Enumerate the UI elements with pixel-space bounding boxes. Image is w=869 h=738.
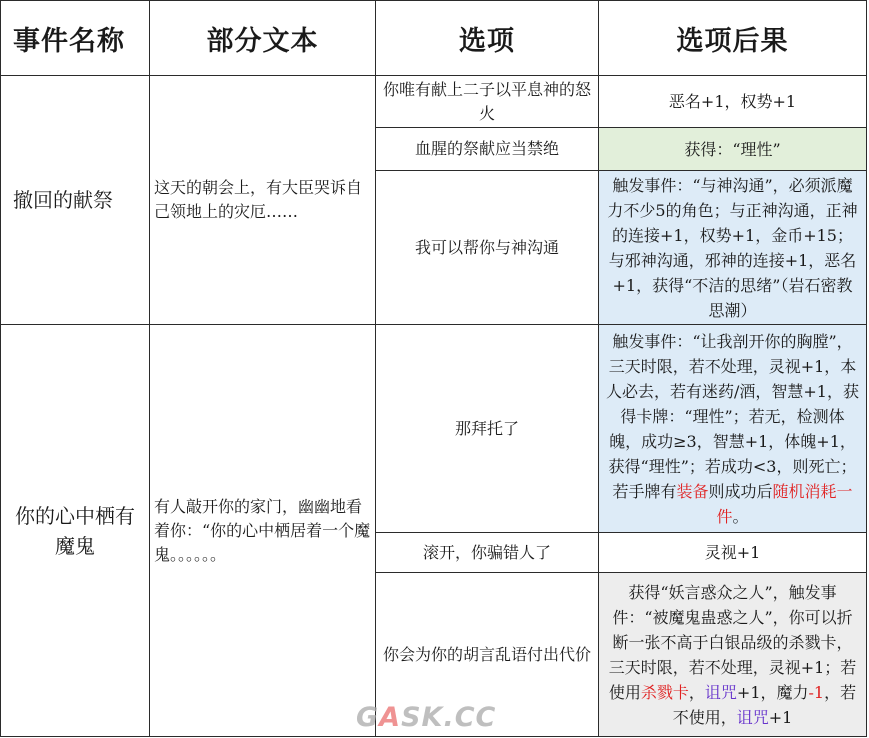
option-cell: 你唯有献上二子以平息神的怒火 [376, 76, 599, 128]
result-text: 。 [732, 506, 749, 526]
curse-text: 诅咒 [704, 682, 737, 702]
header-option: 选项 [376, 1, 599, 76]
result-cell: 恶名+1，权势+1 [599, 76, 867, 128]
result-text: +1，魔力 [736, 682, 809, 702]
highlight-text: 杀戮卡 [640, 682, 689, 702]
table-row [1, 325, 867, 533]
curse-text: 诅咒 [736, 707, 769, 727]
event-name: 你的心中栖有魔鬼 [1, 325, 150, 737]
result-cell: 灵视+1 [599, 533, 867, 573]
header-result: 选项后果 [599, 1, 867, 76]
option-cell: 那拜托了 [376, 325, 599, 533]
option-cell: 滚开，你骗错人了 [376, 533, 599, 573]
result-cell [599, 573, 867, 737]
result-cell: 获得：“理性” [599, 128, 867, 171]
result-text: ， [688, 682, 705, 702]
event-text: 这天的朝会上，有大臣哭诉自己领地上的灾厄…… [150, 76, 376, 325]
header-event-name: 事件名称 [1, 1, 150, 76]
option-cell: 你会为你的胡言乱语付出代价 [376, 573, 599, 737]
result-text: ，若不使用， [672, 682, 857, 727]
highlight-text: -1 [808, 682, 825, 702]
option-cell: 血腥的祭献应当禁绝 [376, 128, 599, 171]
result-text: 触发事件：“让我剖开你的胸膛”，三天时限，若不处理，灵视+1，本人必去，若有迷药/酒，智慧+1，获得卡牌：“理性”；若无，检测体魄，成功≥3，智慧+1，体魄+1，获得“理性”；若成功<3，则死亡；若手牌有 [606, 331, 859, 501]
header-partial-text: 部分文本 [150, 1, 376, 76]
event-name: 撤回的献祭 [1, 76, 150, 325]
highlight-text: 装备 [676, 481, 709, 501]
watermark-logo: GASK.CC [356, 702, 497, 733]
result-text: 获得“妖言惑众之人”，触发事件：“被魔鬼蛊惑之人”，你可以折断一张不高于白银品级的杀戮卡，三天时限，若不处理，灵视+1；若使用 [608, 582, 857, 702]
event-text: 有人敲开你的家门，幽幽地看着你：“你的心中栖居着一个魔鬼。。。。。。 [150, 325, 376, 737]
table-row [1, 76, 867, 128]
highlight-text: 随机消耗一件 [716, 481, 853, 526]
result-cell [599, 325, 867, 533]
result-text: +1 [768, 707, 793, 727]
header-row [1, 1, 867, 76]
result-text: 则成功后 [708, 481, 773, 501]
option-cell: 我可以帮你与神沟通 [376, 171, 599, 325]
result-cell: 触发事件：“与神沟通”，必须派魔力不少5的角色；与正神沟通，正神的连接+1，权势+1，金币+15；与邪神沟通，邪神的连接+1，恶名+1，获得“不洁的思绪”（岩石密教思潮） [599, 171, 867, 325]
